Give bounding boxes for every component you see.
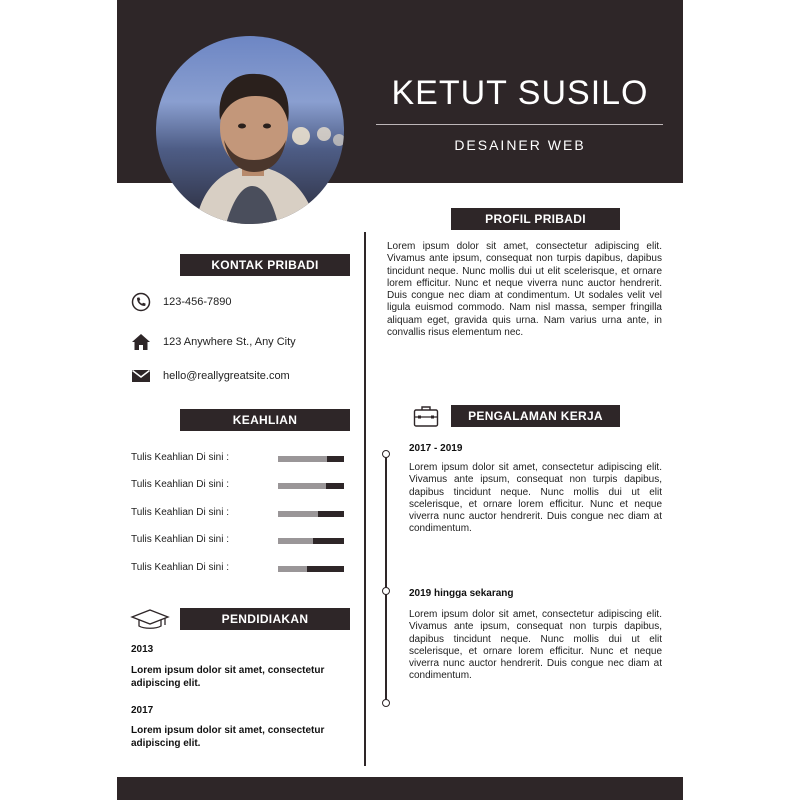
skill-row bbox=[131, 534, 346, 548]
experience-period: 2019 hingga sekarang bbox=[409, 588, 514, 599]
name-divider bbox=[376, 124, 663, 125]
education-heading: PENDIDIAKAN bbox=[180, 608, 350, 630]
skill-label: Tulis Keahlian Di sini : bbox=[131, 562, 230, 573]
education-desc: Lorem ipsum dolor sit amet, consectetur adipiscing elit. bbox=[131, 725, 325, 749]
email-text: hello@reallygreatsite.com bbox=[163, 370, 290, 382]
profile-text: Lorem ipsum dolor sit amet, consectetur adipiscing elit. Vivamus ante ipsum, consequat non turpis dapibus, dapibus tincidunt neque. Nunc mollis dui ut elit scelerisque, et ornare lorem efficitur. Nunc et neque viverra nunc auctor hendrerit. Duis congue nec diam at condimentum. Ut sodales velit vel ligula euismod commodo. Nam nisl massa, semper fringilla aliquam eget, gravida quis urna. Nam varius urna ante, in convallis risus elementum nec. bbox=[387, 241, 662, 339]
skill-level-fill bbox=[278, 456, 327, 462]
envelope-icon bbox=[130, 365, 152, 387]
person-name: KETUT SUSILO bbox=[391, 74, 649, 112]
briefcase-icon bbox=[413, 404, 439, 432]
experience-desc: Lorem ipsum dolor sit amet, consectetur adipiscing elit. Vivamus ante ipsum, consequat non turpis dapibus, dapibus tincidunt neque. Nunc mollis dui ut elit scelerisque, et ornare lorem efficitur. Nunc et neque viverra nunc auctor hendrerit. Duis congue nec diam at condimentum. bbox=[409, 462, 662, 535]
skill-row bbox=[131, 479, 346, 493]
job-title: DESAINER WEB bbox=[454, 137, 586, 153]
education-year: 2017 bbox=[131, 705, 154, 716]
graduation-cap-icon bbox=[130, 608, 170, 634]
contact-heading: KONTAK PRIBADI bbox=[180, 254, 350, 276]
contact-address bbox=[130, 331, 296, 353]
column-divider bbox=[364, 232, 366, 766]
timeline-dot bbox=[382, 587, 390, 595]
phone-icon bbox=[130, 291, 152, 313]
skill-level-fill bbox=[278, 538, 313, 544]
skill-level-fill bbox=[278, 483, 326, 489]
skill-bar bbox=[278, 456, 344, 462]
skill-row bbox=[131, 562, 346, 576]
education-year: 2013 bbox=[131, 644, 154, 655]
timeline-dot bbox=[382, 699, 390, 707]
resume-page bbox=[117, 0, 683, 800]
experience-heading: PENGALAMAN KERJA bbox=[451, 405, 620, 427]
education-desc: Lorem ipsum dolor sit amet, consectetur adipiscing elit. bbox=[131, 665, 325, 689]
experience-desc: Lorem ipsum dolor sit amet, consectetur adipiscing elit. Vivamus ante ipsum, consequat non turpis dapibus, dapibus tincidunt neque. Nunc mollis dui ut elit scelerisque, et ornare lorem efficitur. Nunc et neque viverra nunc auctor hendrerit. Duis congue nec diam at condimentum. bbox=[409, 609, 662, 682]
experience-period: 2017 - 2019 bbox=[409, 443, 463, 454]
timeline-line bbox=[385, 454, 387, 705]
skill-row bbox=[131, 452, 346, 466]
portrait-illustration bbox=[156, 36, 344, 224]
skill-row bbox=[131, 507, 346, 521]
phone-number: 123-456-7890 bbox=[163, 296, 232, 308]
skill-label: Tulis Keahlian Di sini : bbox=[131, 534, 230, 545]
profile-heading: PROFIL PRIBADI bbox=[451, 208, 620, 230]
skill-label: Tulis Keahlian Di sini : bbox=[131, 452, 230, 463]
skill-bar bbox=[278, 511, 344, 517]
skill-level-fill bbox=[278, 511, 318, 517]
timeline-dot bbox=[382, 450, 390, 458]
skills-heading: KEAHLIAN bbox=[180, 409, 350, 431]
skill-bar bbox=[278, 566, 344, 572]
skill-label: Tulis Keahlian Di sini : bbox=[131, 479, 230, 490]
address-text: 123 Anywhere St., Any City bbox=[163, 336, 296, 348]
home-icon bbox=[130, 331, 152, 353]
footer-band bbox=[117, 777, 683, 800]
contact-phone bbox=[130, 291, 232, 313]
skill-bar bbox=[278, 538, 344, 544]
skill-label: Tulis Keahlian Di sini : bbox=[131, 507, 230, 518]
skill-bar bbox=[278, 483, 344, 489]
contact-email bbox=[130, 365, 290, 387]
skill-level-fill bbox=[278, 566, 307, 572]
profile-photo bbox=[156, 36, 344, 224]
